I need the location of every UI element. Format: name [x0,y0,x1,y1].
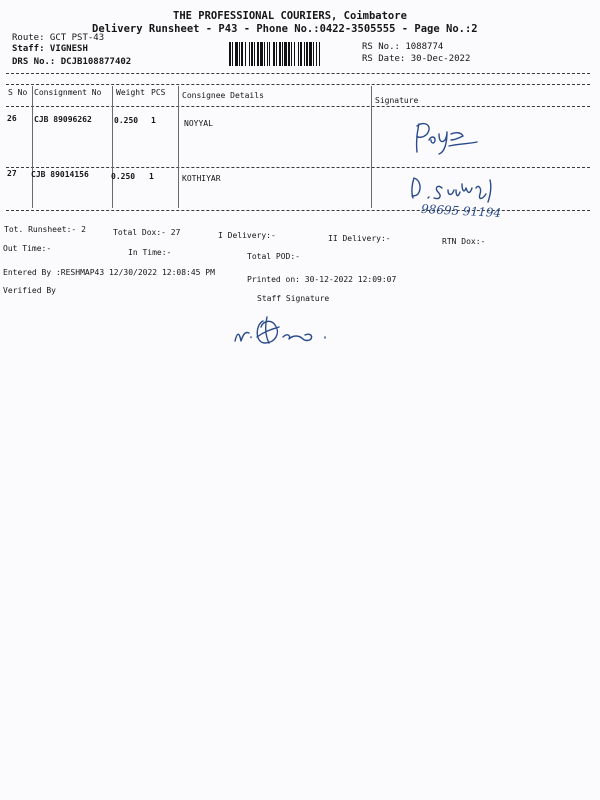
column-divider [112,86,113,208]
row-pcs: 1 [149,172,154,181]
header-top-rule [6,84,590,85]
route-label: Route: GCT PST-43 [12,33,105,43]
col-sno: S No [8,88,28,97]
col-consignee: Consignee Details [182,91,264,100]
printed-on: Printed on: 30-12-2022 12:09:07 [247,275,397,284]
total-pod: Total POD:- [247,252,300,261]
header-bottom-rule [6,106,590,107]
entered-by: Entered By :RESHMAP43 12/30/2022 12:08:45 PM [3,268,215,277]
staff-label: Staff: VIGNESH [12,44,88,54]
col-signature: Signature [375,96,419,105]
row-pcs: 1 [151,116,156,125]
verified-by: Verified By [3,286,56,295]
row-sno: 26 [7,114,17,123]
ii-delivery: II Delivery:- [328,234,391,243]
drs-number: DRS No.: DCJB108877402 [12,57,132,67]
row-weight: 0.250 [114,116,139,125]
table-top-rule [6,73,590,74]
in-time: In Time:- [128,248,172,257]
rs-date: RS Date: 30-Dec-2022 [362,54,471,64]
row-consignee: KOTHIYAR [182,174,221,183]
handwritten-phone: 98695 91194 [420,201,502,221]
barcode [229,42,354,66]
col-consignment: Consignment No [34,88,102,97]
row-consignment: CJB 89096262 [34,115,92,124]
tot-runsheet: Tot. Runsheet:- 2 [4,225,86,234]
row-weight: 0.250 [111,172,136,181]
rs-number: RS No.: 1088774 [362,42,444,52]
row-consignment: CJB 89014156 [31,170,89,179]
staff-signature-label: Staff Signature [257,294,330,303]
signature-row-26 [405,118,485,158]
runsheet-title: Delivery Runsheet - P43 - Phone No.:0422-3505555 - Page No.:2 [92,23,478,35]
company-name: THE PROFESSIONAL COURIERS, Coimbatore [173,10,407,22]
col-pcs: PCS [151,88,166,97]
column-divider [178,86,179,208]
column-divider [32,86,33,208]
staff-signature [233,313,343,353]
total-dox: Total Dox:- 27 [113,228,181,237]
i-delivery: I Delivery:- [218,231,276,240]
row-consignee: NOYYAL [184,119,213,128]
signature-row-27 [406,174,506,204]
table-bottom-rule [6,210,590,211]
rtn-dox: RTN Dox:- [442,237,486,246]
row-sno: 27 [7,169,17,178]
row-separator [6,167,590,168]
col-weight: Weight [116,88,145,97]
column-divider [371,86,372,208]
out-time: Out Time:- [3,244,52,253]
